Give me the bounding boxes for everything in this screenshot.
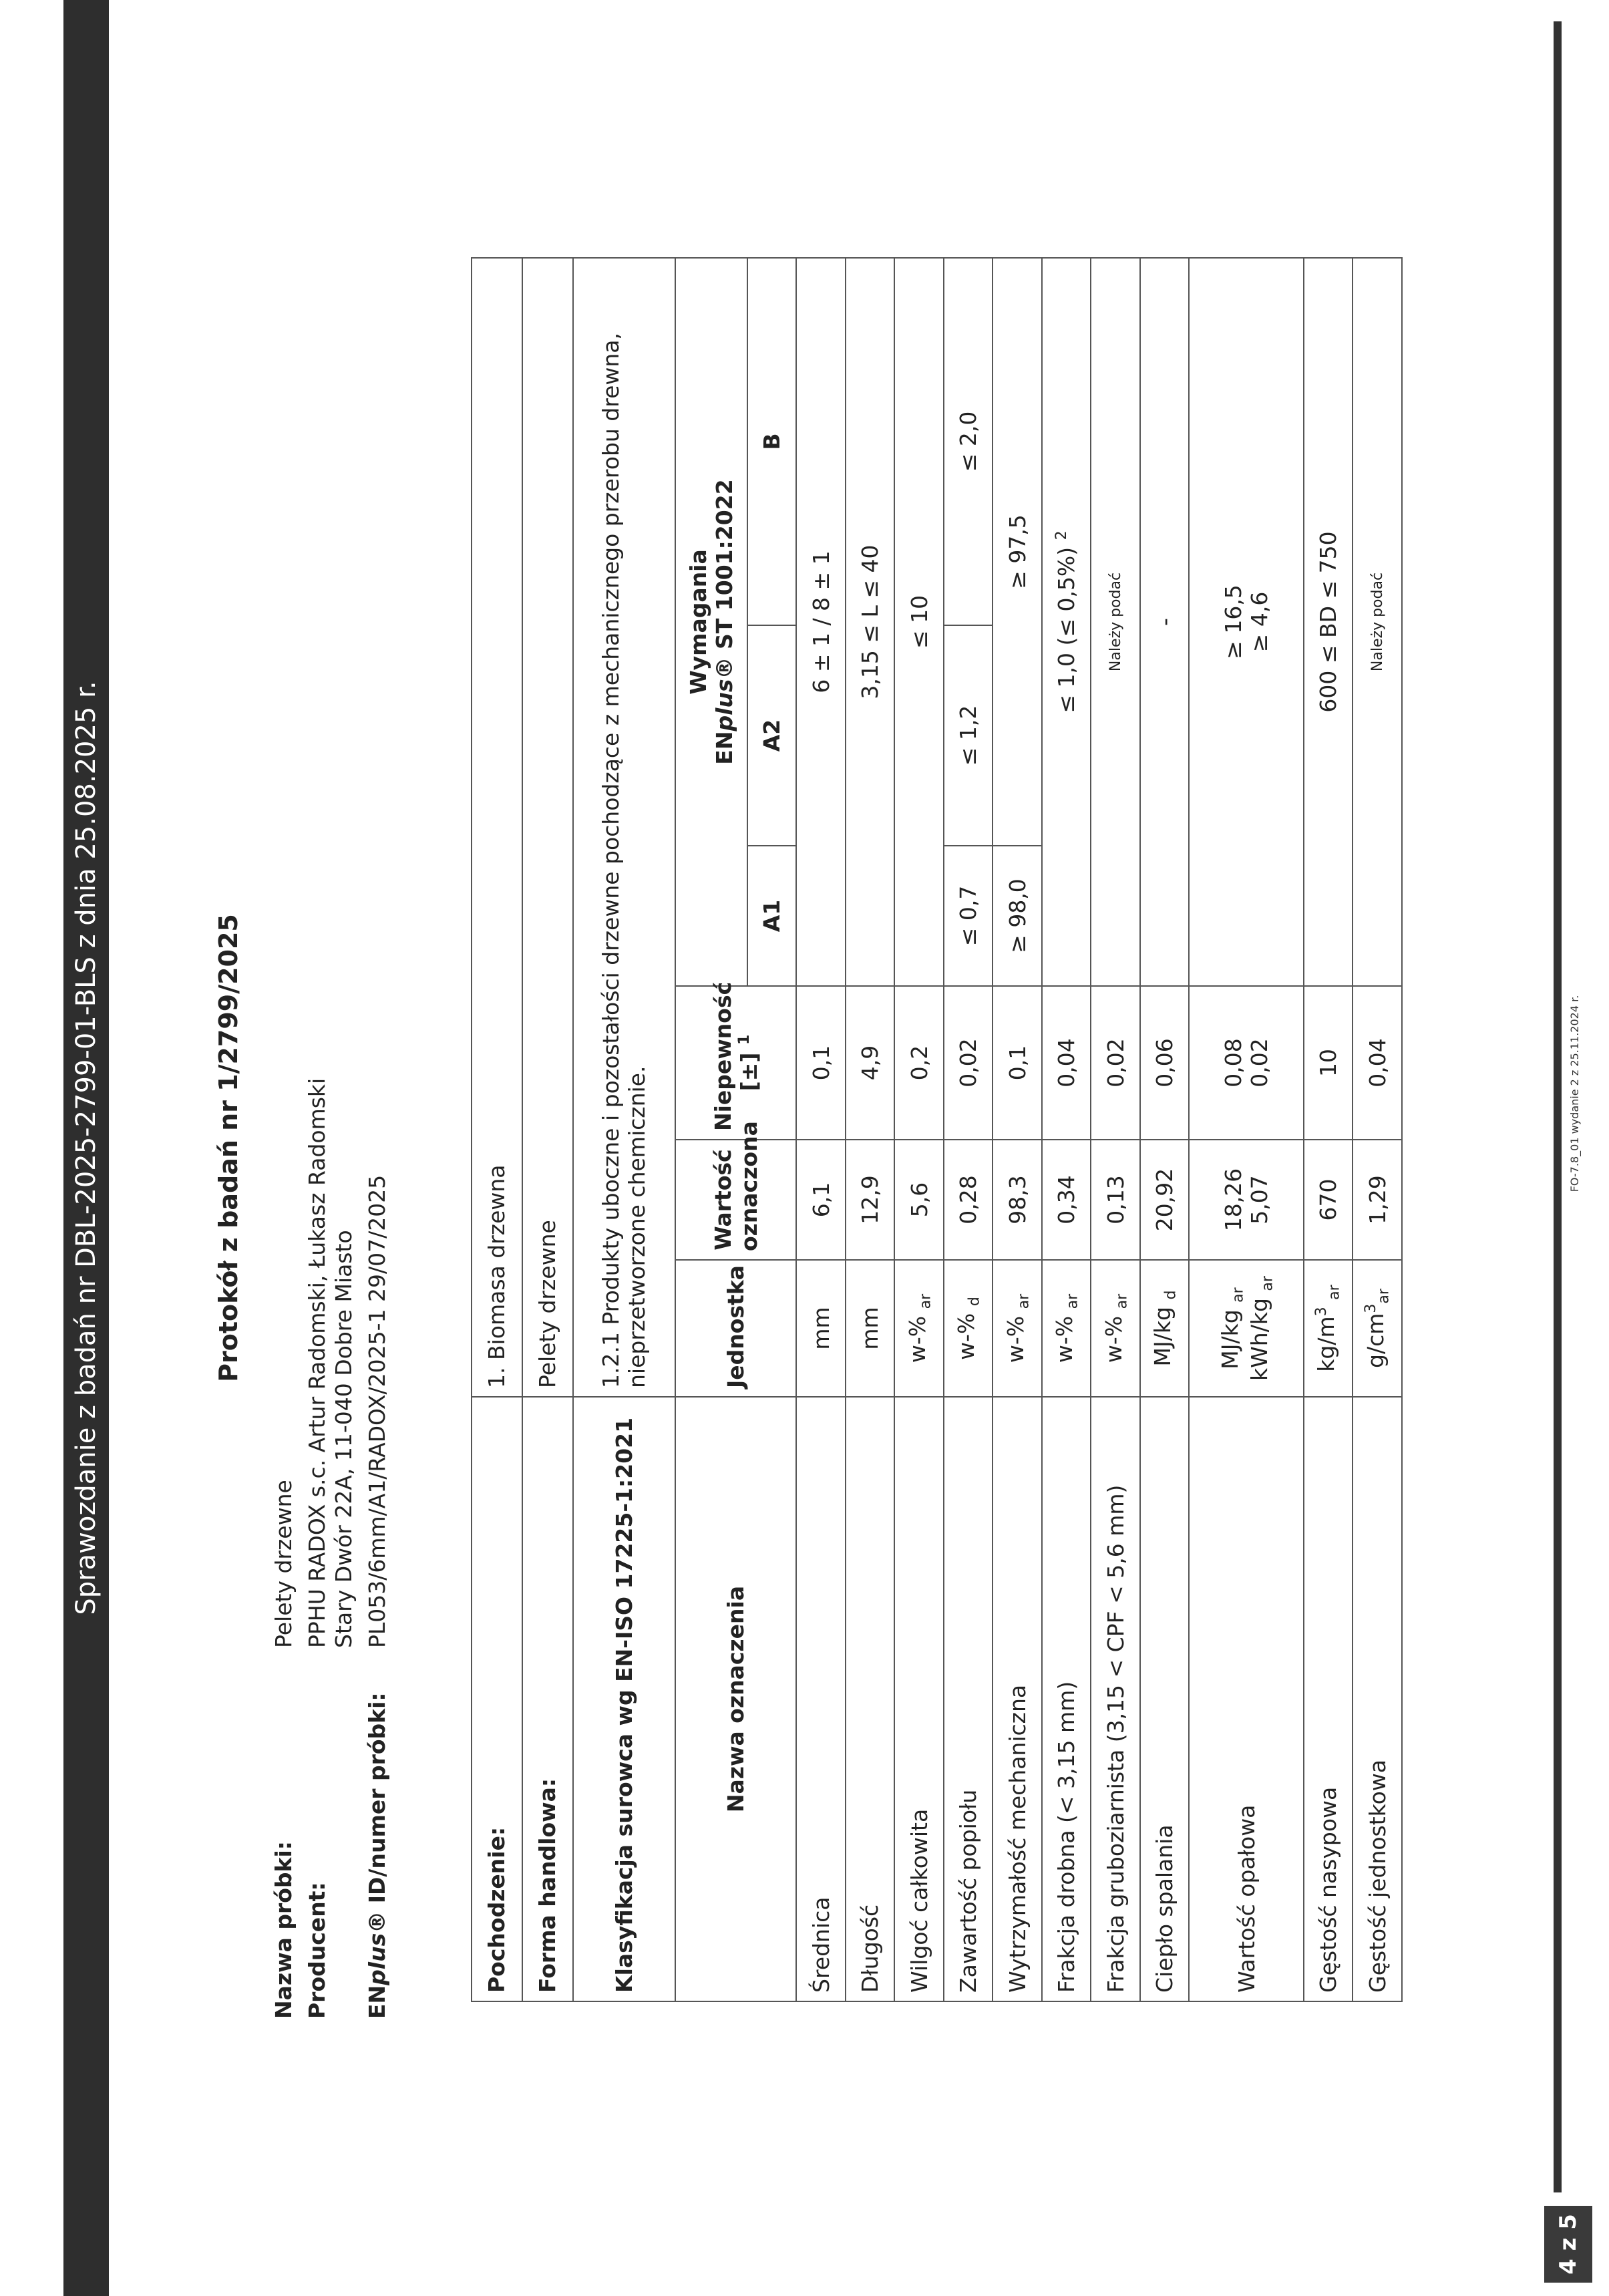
table-row [472, 258, 522, 2001]
table-row: Frakcja drobna (< 3,15 mm) w-% $_{ar}$ 0,34 0,04 ≤ 1,0 (≤ 0,5%) $^2$ [1042, 258, 1091, 2001]
col-value-header: Wartość oznaczona [675, 1140, 796, 1260]
protocol-title: Protokół z badań nr 1/2799/2025 [214, 914, 243, 1382]
sample-id-label: ENplus® ID/numer próbki: [364, 1692, 390, 2019]
col-name-header: Nazwa oznaczenia [675, 1397, 796, 2001]
table-row: Frakcja gruboziarnista (3,15 < CPF < 5,6 mm) w-% $_{ar}$ 0,13 0,02 Należy podać [1091, 258, 1140, 2001]
page-number-badge: 4 z 5 [1544, 2206, 1592, 2283]
class-a1-header: A1 [747, 846, 797, 986]
trade-form-value: Pelety drzewne [522, 258, 573, 1397]
trade-form-label: Forma handlowa: [522, 1397, 573, 2001]
footer-divider [1554, 21, 1562, 2192]
sample-info [271, 1078, 397, 2019]
table-row: Ciepło spalania MJ/kg $_d$ 20,92 0,06 - [1140, 258, 1190, 2001]
table-row: Średnica mm 6,1 0,1 6 ± 1 / 8 ± 1 [796, 258, 846, 2001]
table-header-row [675, 258, 747, 2001]
table-row [522, 258, 573, 2001]
origin-label: Pochodzenie: [472, 1397, 522, 2001]
table-row: Wytrzymałość mechaniczna w-% $_{ar}$ 98,3 0,1 ≥ 98,0 ≥ 97,5 [993, 258, 1042, 2001]
sample-id-value: PL053/6mm/A1/RADOX/2025-1 29/07/2025 [364, 1174, 390, 1648]
classification-value: 1.2.1 Produkty uboczne i pozostałości drzewne pochodzące z mechanicznego przerobu drewna, nieprzetworzone chemicznie. [573, 258, 675, 1397]
table-row: Długość mm 12,9 4,9 3,15 ≤ L ≤ 40 [846, 258, 895, 2001]
requirements-header: Wymagania ENplus® ST 1001:2022 [675, 258, 747, 986]
table-row: Wilgoć całkowita w-% $_{ar}$ 5,6 0,2 ≤ 10 [894, 258, 944, 2001]
col-unit-header: Jednostka [675, 1260, 796, 1397]
form-code: FO-7.8_01 wydanie 2 z 25.11.2024 r. [1568, 995, 1581, 1192]
col-uncertainty-header: Niepewność [±] $^1$ [675, 986, 796, 1140]
producer-label: Producent: [304, 1882, 330, 2019]
table-row: Wartość opałowa MJ/kg $_{ar}$ kWh/kg $_{ar}$ 18,26 5,07 0,08 0,02 ≥ 16,5 ≥ 4,6 [1189, 258, 1304, 2001]
origin-value: 1. Biomasa drzewna [472, 258, 522, 1397]
table-row: Gęstość nasypowa $kg/m^3$ $_{ar}$ 670 10 600 ≤ BD ≤ 750 [1304, 258, 1353, 2001]
class-b-header: B [747, 258, 797, 625]
producer-value: PPHU RADOX s.c. Artur Radomski, Łukasz Radomski Stary Dwór 22A, 11-040 Dobre Miasto [304, 1078, 357, 1648]
table-row: Zawartość popiołu w-% $_d$ 0,28 0,02 ≤ 0,7 ≤ 1,2 ≤ 2,0 [944, 258, 993, 2001]
report-header-bar [63, 0, 109, 2296]
class-a2-header: A2 [747, 625, 797, 846]
sample-name-value: Pelety drzewne [271, 1480, 297, 1648]
results-table [471, 257, 1403, 2002]
table-row [573, 258, 675, 2001]
classification-label: Klasyfikacja surowca wg EN-ISO 17225-1:2021 [573, 1397, 675, 2001]
report-header-title: Sprawozdanie z badań nr DBL-2025-2799-01-BLS z dnia 25.08.2025 r. [71, 681, 102, 1615]
sample-name-label: Nazwa próbki: [271, 1841, 297, 2019]
table-row: Gęstość jednostkowa $g/cm^3_{ar}$ 1,29 0,04 Należy podać [1353, 258, 1402, 2001]
